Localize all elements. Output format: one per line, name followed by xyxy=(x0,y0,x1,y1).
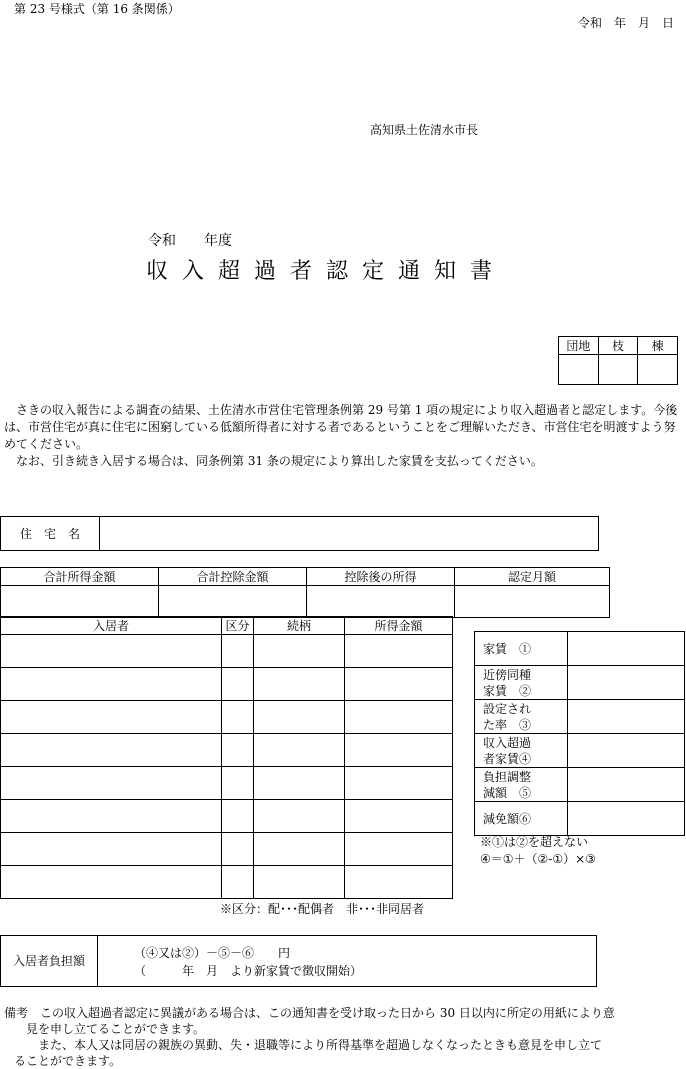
nearby-rent-value[interactable] xyxy=(568,666,685,700)
occupant-category-cell[interactable] xyxy=(222,866,254,899)
occupant-category-cell[interactable] xyxy=(222,734,254,767)
rent-table xyxy=(474,631,685,836)
occupant-income-cell[interactable] xyxy=(345,635,453,668)
occupant-name-cell[interactable] xyxy=(1,866,222,899)
occupant-relation-cell[interactable] xyxy=(254,668,345,701)
category-note: ※区分：配･･･配偶者 非･･･非同居者 xyxy=(220,902,425,916)
occupant-category-cell[interactable] xyxy=(222,767,254,800)
residence-value[interactable] xyxy=(100,517,599,551)
occupant-relation-cell[interactable] xyxy=(254,767,345,800)
total-income-cell[interactable] xyxy=(1,586,159,618)
unit-header: 枝 xyxy=(598,337,638,355)
issue-date: 令和 年 月 日 xyxy=(578,16,675,30)
excess-rent-label: 収入超過 者家賃④ xyxy=(475,734,568,768)
occupant-income-cell[interactable] xyxy=(345,800,453,833)
body-paragraph-2: なお、引き続き入居する場合は、同条例第 31 条の規定により算出した家賃を支払ってください。 xyxy=(4,454,543,468)
occupant-relation-cell[interactable] xyxy=(254,635,345,668)
set-rate-value[interactable] xyxy=(568,700,685,734)
occupant-name-cell[interactable] xyxy=(1,635,222,668)
income-header: 認定月額 xyxy=(455,568,610,586)
remarks-line-3: また、本人又は同居の親族の異動、失・退職等により所得基準を超過しなくなったときも意見を申し立て xyxy=(26,1038,603,1052)
burden-box xyxy=(0,935,597,987)
occupant-relation-cell[interactable] xyxy=(254,866,345,899)
issuer: 高知県土佐清水市長 xyxy=(370,123,479,137)
rent-value[interactable] xyxy=(568,632,685,666)
occupant-income-cell[interactable] xyxy=(345,701,453,734)
income-header: 合計控除金額 xyxy=(159,568,307,586)
form-number: 第 23 号様式（第 16 条関係） xyxy=(14,2,180,16)
document-title: 収入超過者認定通知書 xyxy=(146,259,507,284)
unit-table xyxy=(558,336,678,385)
occupant-name-cell[interactable] xyxy=(1,734,222,767)
exemption-label: 減免額⑥ xyxy=(475,802,568,836)
occupant-income-cell[interactable] xyxy=(345,866,453,899)
unit-header: 団地 xyxy=(559,337,599,355)
occupant-income-cell[interactable] xyxy=(345,833,453,866)
unit-cell-eda[interactable] xyxy=(598,355,638,385)
occupant-relation-cell[interactable] xyxy=(254,734,345,767)
unit-header: 棟 xyxy=(638,337,678,355)
residence-table xyxy=(0,516,599,551)
income-table xyxy=(0,567,610,618)
occupant-table xyxy=(0,616,453,899)
remarks-line-1: 備考 この収入超過者認定に異議がある場合は、この通知書を受け取った日から 30 日以内に所定の用紙により意 xyxy=(4,1006,615,1020)
occupant-category-cell[interactable] xyxy=(222,800,254,833)
occupant-relation-cell[interactable] xyxy=(254,800,345,833)
occupant-name-cell[interactable] xyxy=(1,767,222,800)
occupant-income-cell[interactable] xyxy=(345,767,453,800)
occupant-relation-cell[interactable] xyxy=(254,701,345,734)
occupant-name-cell[interactable] xyxy=(1,701,222,734)
burden-label: 入居者負担額 xyxy=(1,936,98,986)
adjustment-value[interactable] xyxy=(568,768,685,802)
body-paragraph-1: さきの収入報告による調査の結果、土佐清水市営住宅管理条例第 29 号第 1 項の規定により収入超過者と認定します。今後は、市営住宅が真に住宅に困窮している低額所得者に対する者であるということをご理解いただき、市営住宅を明渡すよう努めてください。 xyxy=(4,403,678,451)
income-header: 合計所得金額 xyxy=(1,568,159,586)
total-deduction-cell[interactable] xyxy=(159,586,307,618)
nearby-rent-label: 近傍同種 家賃 ② xyxy=(475,666,568,700)
remarks-line-4: ることができます。 xyxy=(14,1054,122,1068)
occupant-header: 続柄 xyxy=(254,617,345,635)
occupant-header: 入居者 xyxy=(1,617,222,635)
occupant-name-cell[interactable] xyxy=(1,668,222,701)
remarks-line-2: 見を申し立てることができます。 xyxy=(26,1022,206,1036)
occupant-income-cell[interactable] xyxy=(345,668,453,701)
burden-start[interactable]: （ 年 月 より新家賃で徴収開始） xyxy=(134,964,363,978)
occupant-income-cell[interactable] xyxy=(345,734,453,767)
residence-label: 住 宅 名 xyxy=(1,517,100,551)
excess-rent-value[interactable] xyxy=(568,734,685,768)
rent-note-1: ※①は②を超えない xyxy=(480,835,589,849)
occupant-name-cell[interactable] xyxy=(1,833,222,866)
occupant-category-cell[interactable] xyxy=(222,833,254,866)
fiscal-year: 令和 年度 xyxy=(148,233,232,249)
rent-note-2: ④＝①＋（②-①）×③ xyxy=(480,852,596,866)
unit-cell-mune[interactable] xyxy=(638,355,678,385)
occupant-name-cell[interactable] xyxy=(1,800,222,833)
occupant-category-cell[interactable] xyxy=(222,668,254,701)
occupant-category-cell[interactable] xyxy=(222,635,254,668)
burden-formula[interactable]: （④又は②）－⑤－⑥ 円 xyxy=(134,946,291,960)
occupant-header: 所得金額 xyxy=(345,617,453,635)
net-income-cell[interactable] xyxy=(307,586,455,618)
exemption-value[interactable] xyxy=(568,802,685,836)
monthly-amount-cell[interactable] xyxy=(455,586,610,618)
set-rate-label: 設定され た率 ③ xyxy=(475,700,568,734)
occupant-header: 区分 xyxy=(222,617,254,635)
adjustment-label: 負担調整 減額 ⑤ xyxy=(475,768,568,802)
rent-label: 家賃 ① xyxy=(475,632,568,666)
unit-cell-danchi[interactable] xyxy=(559,355,599,385)
occupant-category-cell[interactable] xyxy=(222,701,254,734)
income-header: 控除後の所得 xyxy=(307,568,455,586)
occupant-relation-cell[interactable] xyxy=(254,833,345,866)
